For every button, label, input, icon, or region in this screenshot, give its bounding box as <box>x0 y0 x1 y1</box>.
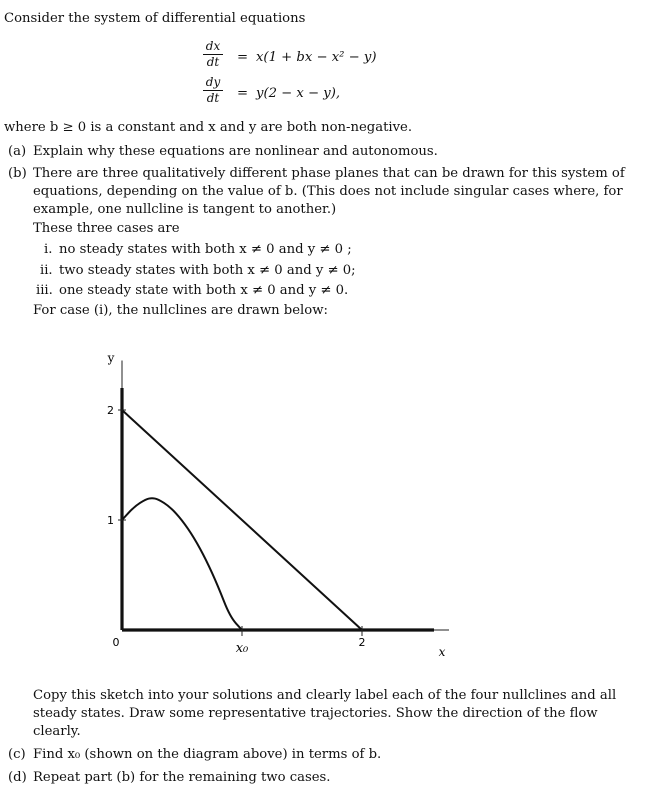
copy-line: Copy this sketch into your solutions and clearly label each of the four nullclines and all <box>33 688 617 703</box>
part-b-label: (b) <box>8 166 27 181</box>
part-b-line: equations, depending on the value of b. (This does not include singular cases where, for <box>33 184 623 199</box>
case-i-note: For case (i), the nullclines are drawn below: <box>33 303 328 318</box>
part-d-text: Repeat part (b) for the remaining two cases. <box>33 770 331 785</box>
case-text: no steady states with both x ≠ 0 and y ≠ 0 ; <box>59 242 352 257</box>
equals-sign: = <box>237 86 249 101</box>
cases-intro: These three cases are <box>33 221 180 236</box>
part-a-label: (a) <box>8 144 27 159</box>
case-text: one steady state with both x ≠ 0 and y ≠ 0. <box>59 283 349 298</box>
copy-line: clearly. <box>33 724 81 739</box>
equation-rhs: x(1 + bx − x² − y) <box>256 50 377 65</box>
fraction-denominator: dt <box>206 55 220 69</box>
origin-label: 0 <box>112 636 120 649</box>
part-d-label: (d) <box>8 770 27 785</box>
part-a-text: Explain why these equations are nonlinear and autonomous. <box>33 144 438 159</box>
part-b-line: example, one nullcline is tangent to another.) <box>33 202 337 217</box>
case-text: two steady states with both x ≠ 0 and y ≠ 0; <box>59 263 356 278</box>
y-tick-label: 2 <box>107 404 114 417</box>
fraction-denominator: dt <box>206 91 220 105</box>
fraction-numerator: dy <box>205 75 221 89</box>
case-label: iii. <box>36 283 53 298</box>
where-line: where b ≥ 0 is a constant and x and y are both non-negative. <box>4 120 413 135</box>
part-c-label: (c) <box>8 747 26 762</box>
part-c-text: Find x₀ (shown on the diagram above) in terms of b. <box>33 747 382 762</box>
case-label: ii. <box>40 263 53 278</box>
y-tick-label: 1 <box>107 514 114 527</box>
y-axis-label: y <box>107 351 115 365</box>
series-line-2 <box>122 498 242 630</box>
x-tick-label: x₀ <box>235 641 249 656</box>
x-tick-label: 2 <box>358 636 366 649</box>
copy-line: steady states. Draw some representative trajectories. Show the direction of the flow <box>33 706 598 721</box>
equation-rhs: y(2 − x − y), <box>256 86 341 101</box>
part-b-line: There are three qualitatively different phase planes that can be drawn for this system of <box>33 166 625 181</box>
x-axis-label: x <box>438 645 446 659</box>
intro-text: Consider the system of differential equations <box>4 11 306 26</box>
case-label: i. <box>44 242 53 257</box>
fraction-numerator: dx <box>205 39 221 53</box>
series-line-1 <box>122 410 362 630</box>
equals-sign: = <box>237 50 249 65</box>
